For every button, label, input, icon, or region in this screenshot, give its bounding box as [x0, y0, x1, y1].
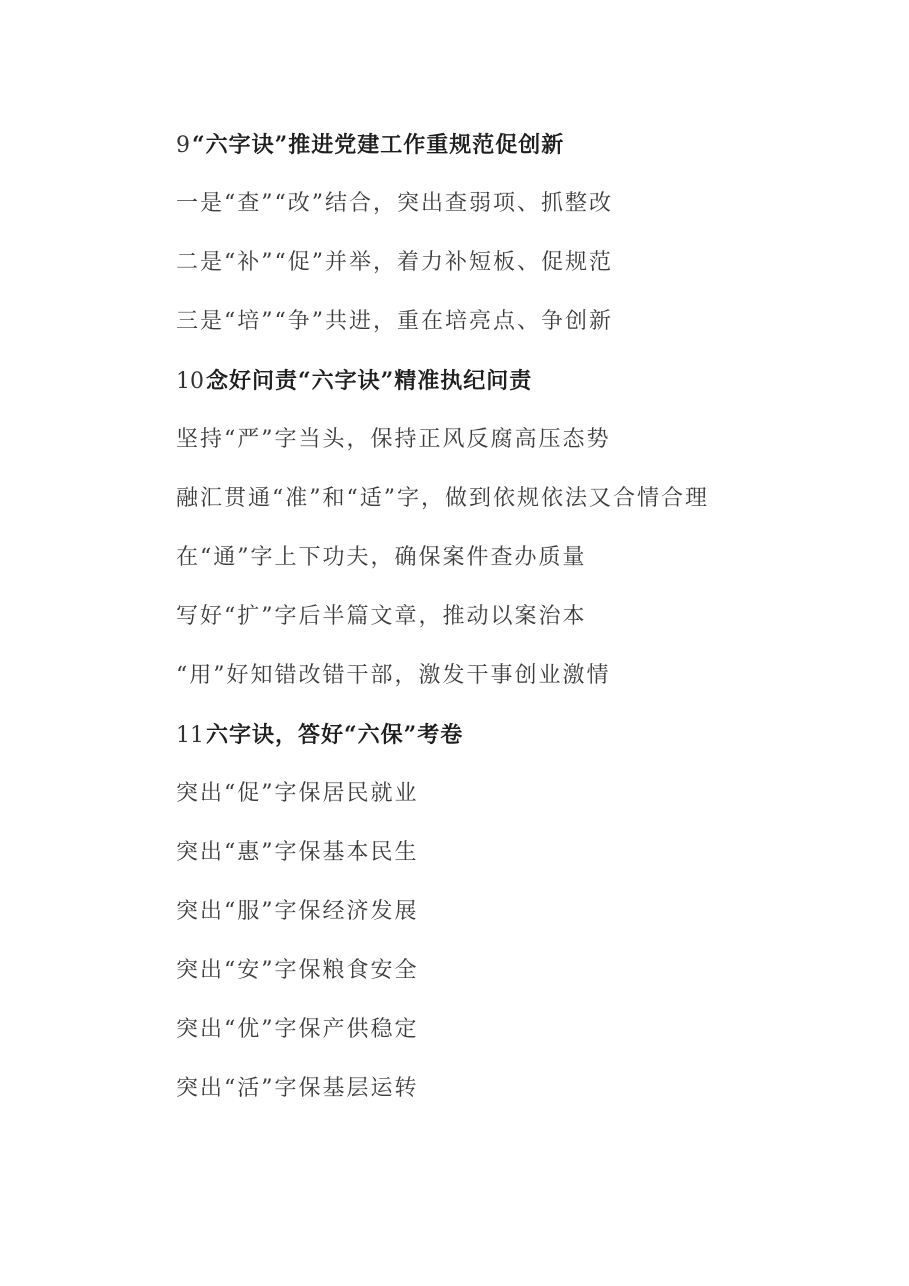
list-item: 三是“培”“争”共进，重在培亮点、争创新	[176, 309, 613, 334]
list-item: 坚持“严”字当头，保持正风反腐高压态势	[176, 427, 611, 452]
list-item: 突出“优”字保产供稳定	[176, 1017, 419, 1042]
list-item: “用”好知错改错干部，激发干事创业激情	[176, 663, 611, 688]
list-item: 突出“服”字保经济发展	[176, 899, 419, 924]
list-item: 突出“促”字保居民就业	[176, 781, 419, 806]
list-item: 突出“安”字保粮食安全	[176, 958, 419, 983]
section-title: 念好问责“六字诀”精准执纪问责	[206, 368, 533, 394]
section-title: “六字诀”推进党建工作重规范促创新	[192, 132, 565, 158]
section-heading	[176, 720, 463, 750]
list-item: 突出“惠”字保基本民生	[176, 840, 419, 865]
list-item: 一是“查”“改”结合，突出查弱项、抓整改	[176, 191, 613, 216]
list-item: 突出“活”字保基层运转	[176, 1076, 419, 1101]
section-number: 9	[176, 133, 190, 158]
section-heading	[176, 130, 564, 160]
list-item: 融汇贯通“准”和“适”字，做到依规依法又合情合理	[176, 486, 709, 511]
section-number: 11	[176, 723, 204, 748]
section-heading	[176, 366, 532, 396]
section-number: 10	[176, 369, 204, 394]
list-item: 二是“补”“促”并举，着力补短板、促规范	[176, 250, 613, 275]
section-title: 六字诀，答好“六保”考卷	[206, 722, 464, 748]
list-item: 写好“扩”字后半篇文章，推动以案治本	[176, 604, 587, 629]
list-item: 在“通”字上下功夫，确保案件查办质量	[176, 545, 587, 570]
